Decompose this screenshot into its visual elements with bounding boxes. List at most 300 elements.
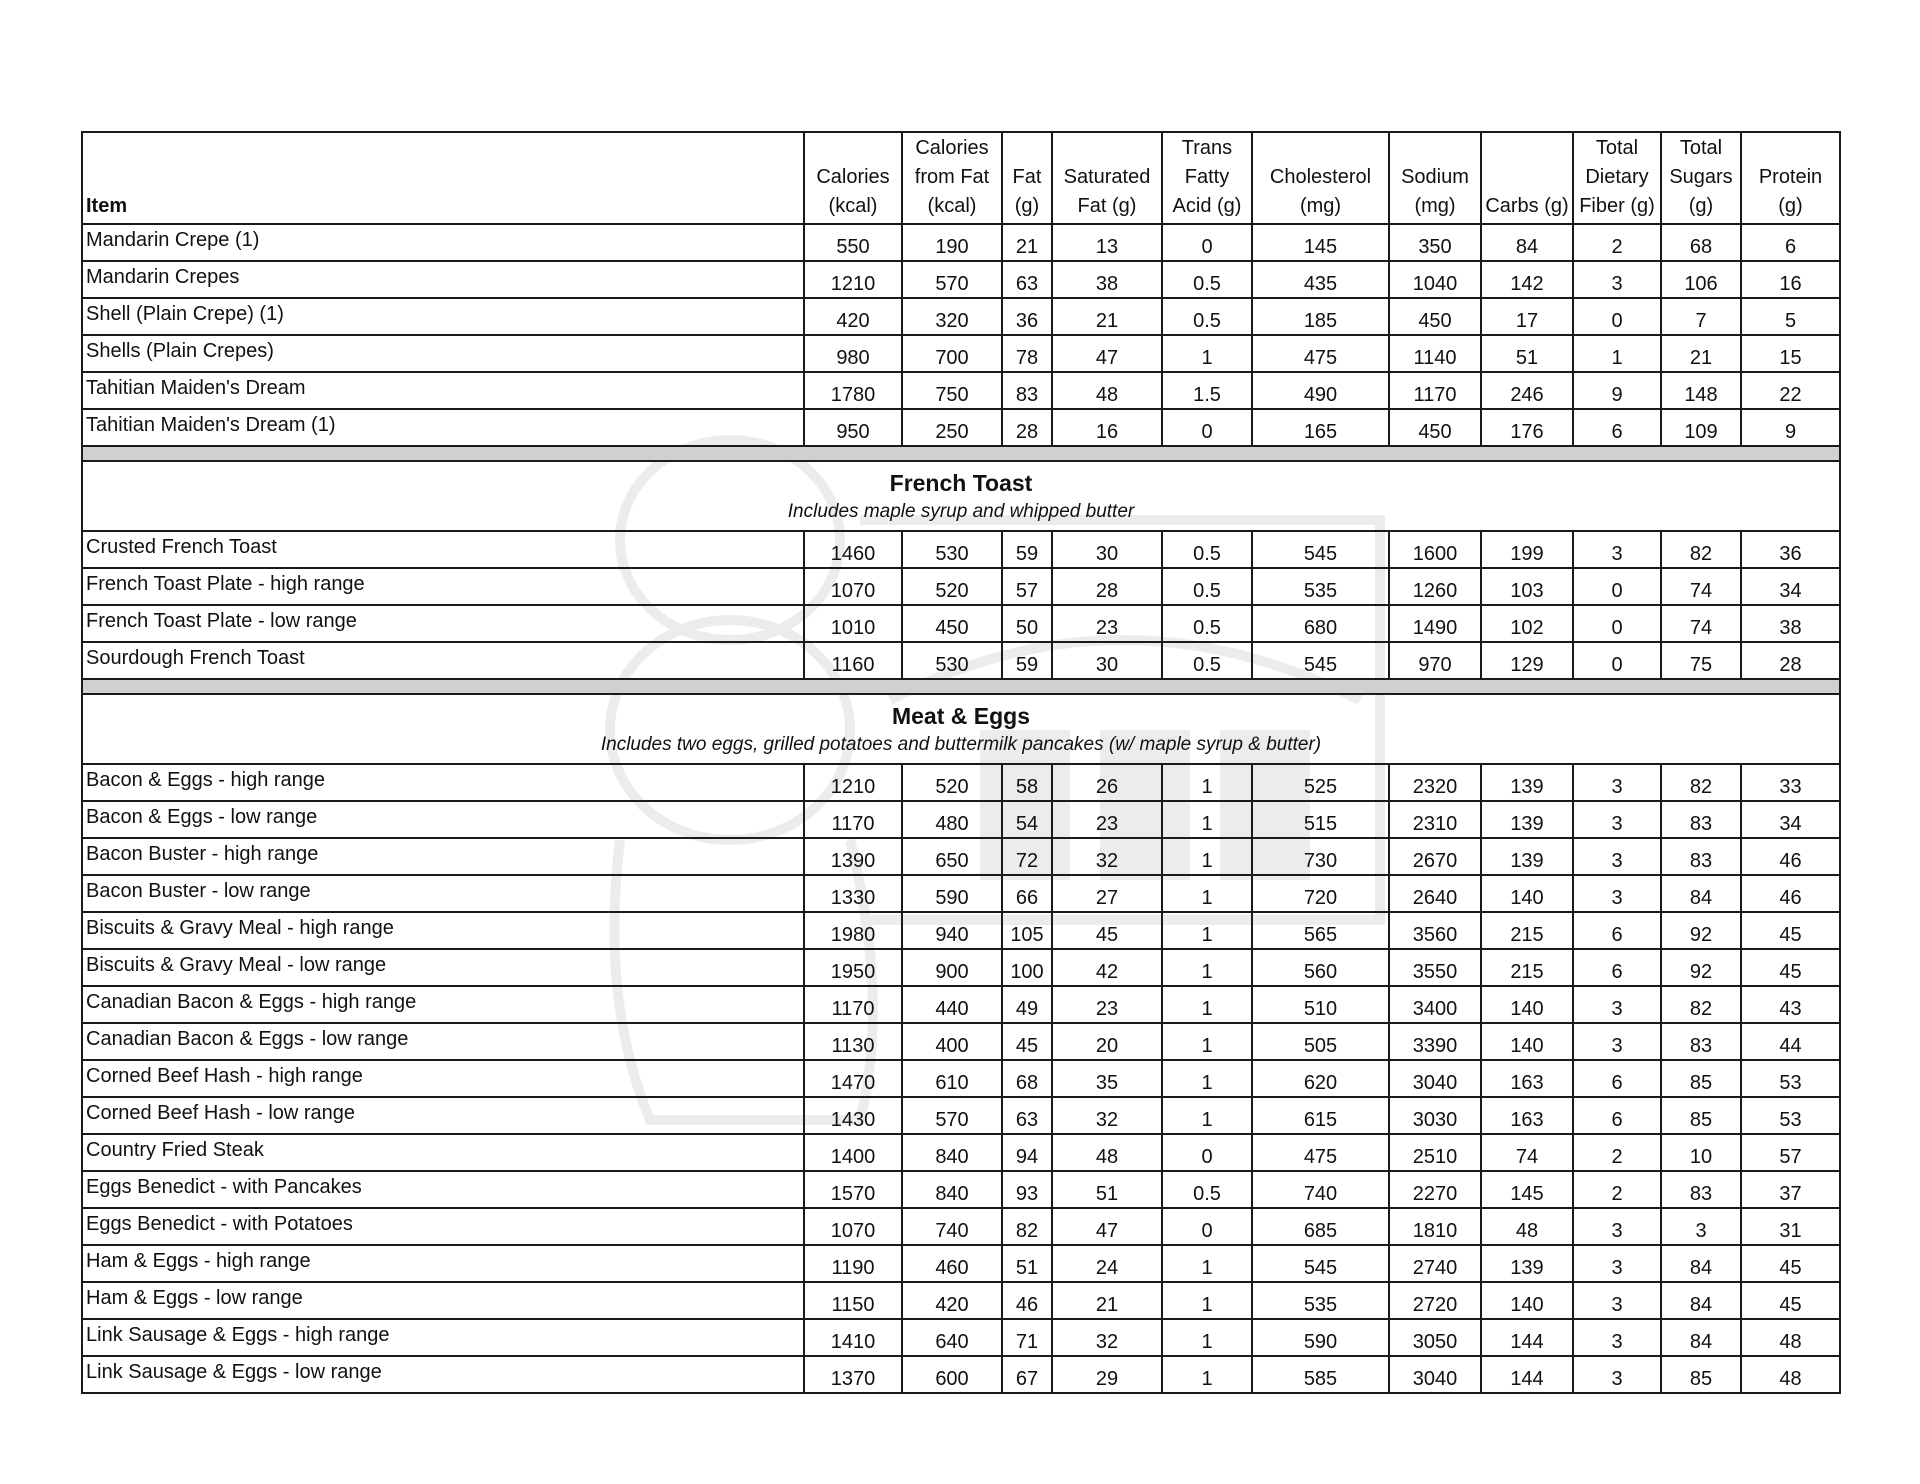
calories-cell: 1210: [804, 764, 902, 801]
saturated-fat-cell: 28: [1052, 568, 1162, 605]
table-row: [82, 1097, 1840, 1134]
cholesterol-cell: 560: [1252, 949, 1389, 986]
total-sugars-cell: 83: [1661, 1171, 1741, 1208]
trans-fatty-acid-cell: 0.5: [1162, 568, 1252, 605]
calories-from-fat-cell: 590: [902, 875, 1002, 912]
trans-fatty-acid-cell: 0.5: [1162, 642, 1252, 679]
sodium-cell: 3040: [1389, 1356, 1481, 1393]
table-row: [82, 642, 1840, 679]
protein-cell: 34: [1741, 801, 1840, 838]
table-row: [82, 1023, 1840, 1060]
calories-cell: 1370: [804, 1356, 902, 1393]
total-dietary-fiber-cell: 2: [1573, 1134, 1661, 1171]
saturated-fat-cell: 38: [1052, 261, 1162, 298]
item-name-cell: Tahitian Maiden's Dream (1): [82, 409, 804, 446]
total-sugars-cell: 21: [1661, 335, 1741, 372]
fat-cell: 49: [1002, 986, 1052, 1023]
table-row: [82, 764, 1840, 801]
cholesterol-cell: 490: [1252, 372, 1389, 409]
column-header-calories: Calories (kcal): [804, 132, 902, 224]
calories-from-fat-cell: 520: [902, 568, 1002, 605]
cholesterol-cell: 720: [1252, 875, 1389, 912]
fat-cell: 21: [1002, 224, 1052, 261]
table-row: [82, 801, 1840, 838]
trans-fatty-acid-cell: 1: [1162, 335, 1252, 372]
section-subtitle: Includes maple syrup and whipped butter: [787, 501, 1135, 522]
column-header-protein: Protein (g): [1741, 132, 1840, 224]
sodium-cell: 2670: [1389, 838, 1481, 875]
carbs-cell: 102: [1481, 605, 1573, 642]
carbs-cell: 139: [1481, 838, 1573, 875]
table-row: [82, 298, 1840, 335]
nutrition-table: [81, 131, 1841, 1394]
cholesterol-cell: 565: [1252, 912, 1389, 949]
protein-cell: 48: [1741, 1319, 1840, 1356]
total-sugars-cell: 83: [1661, 1023, 1741, 1060]
calories-cell: 1150: [804, 1282, 902, 1319]
protein-cell: 34: [1741, 568, 1840, 605]
calories-from-fat-cell: 900: [902, 949, 1002, 986]
trans-fatty-acid-cell: 1: [1162, 801, 1252, 838]
section-divider: [82, 446, 1840, 461]
calories-from-fat-cell: 250: [902, 409, 1002, 446]
total-dietary-fiber-cell: 3: [1573, 801, 1661, 838]
column-header-cholesterol: Cholesterol (mg): [1252, 132, 1389, 224]
total-sugars-cell: 106: [1661, 261, 1741, 298]
total-dietary-fiber-cell: 6: [1573, 1097, 1661, 1134]
sodium-cell: 1040: [1389, 261, 1481, 298]
item-name-cell: Mandarin Crepes: [82, 261, 804, 298]
total-sugars-cell: 85: [1661, 1097, 1741, 1134]
trans-fatty-acid-cell: 1: [1162, 986, 1252, 1023]
carbs-cell: 163: [1481, 1097, 1573, 1134]
table-row: [82, 531, 1840, 568]
carbs-cell: 84: [1481, 224, 1573, 261]
item-name-cell: Corned Beef Hash - low range: [82, 1097, 804, 1134]
calories-from-fat-cell: 840: [902, 1171, 1002, 1208]
saturated-fat-cell: 16: [1052, 409, 1162, 446]
section-title: French Toast: [889, 470, 1033, 496]
fat-cell: 105: [1002, 912, 1052, 949]
calories-from-fat-cell: 600: [902, 1356, 1002, 1393]
cholesterol-cell: 145: [1252, 224, 1389, 261]
total-dietary-fiber-cell: 3: [1573, 838, 1661, 875]
trans-fatty-acid-cell: 1: [1162, 1060, 1252, 1097]
carbs-cell: 139: [1481, 1245, 1573, 1282]
item-name-cell: Country Fried Steak: [82, 1134, 804, 1171]
saturated-fat-cell: 32: [1052, 1319, 1162, 1356]
total-dietary-fiber-cell: 2: [1573, 224, 1661, 261]
column-header-trans-fatty-acid: Trans Fatty Acid (g): [1162, 132, 1252, 224]
item-name-cell: Biscuits & Gravy Meal - high range: [82, 912, 804, 949]
fat-cell: 94: [1002, 1134, 1052, 1171]
sodium-cell: 3400: [1389, 986, 1481, 1023]
protein-cell: 53: [1741, 1097, 1840, 1134]
saturated-fat-cell: 23: [1052, 801, 1162, 838]
calories-from-fat-cell: 520: [902, 764, 1002, 801]
item-name-cell: Shells (Plain Crepes): [82, 335, 804, 372]
saturated-fat-cell: 24: [1052, 1245, 1162, 1282]
sodium-cell: 1260: [1389, 568, 1481, 605]
fat-cell: 71: [1002, 1319, 1052, 1356]
sodium-cell: 2310: [1389, 801, 1481, 838]
protein-cell: 9: [1741, 409, 1840, 446]
section-divider-bar: [82, 679, 1840, 694]
item-name-cell: Link Sausage & Eggs - low range: [82, 1356, 804, 1393]
total-sugars-cell: 75: [1661, 642, 1741, 679]
trans-fatty-acid-cell: 0.5: [1162, 531, 1252, 568]
carbs-cell: 139: [1481, 801, 1573, 838]
saturated-fat-cell: 47: [1052, 335, 1162, 372]
trans-fatty-acid-cell: 1: [1162, 1023, 1252, 1060]
calories-cell: 1170: [804, 986, 902, 1023]
saturated-fat-cell: 30: [1052, 642, 1162, 679]
section-title: Meat & Eggs: [891, 703, 1031, 729]
carbs-cell: 246: [1481, 372, 1573, 409]
cholesterol-cell: 535: [1252, 568, 1389, 605]
calories-cell: 1460: [804, 531, 902, 568]
trans-fatty-acid-cell: 1: [1162, 764, 1252, 801]
sodium-cell: 1140: [1389, 335, 1481, 372]
table-row: [82, 838, 1840, 875]
item-name-cell: Ham & Eggs - low range: [82, 1282, 804, 1319]
saturated-fat-cell: 45: [1052, 912, 1162, 949]
total-dietary-fiber-cell: 3: [1573, 261, 1661, 298]
trans-fatty-acid-cell: 0: [1162, 1134, 1252, 1171]
table-row: [82, 224, 1840, 261]
total-dietary-fiber-cell: 3: [1573, 1282, 1661, 1319]
fat-cell: 36: [1002, 298, 1052, 335]
cholesterol-cell: 510: [1252, 986, 1389, 1023]
sodium-cell: 1810: [1389, 1208, 1481, 1245]
cholesterol-cell: 165: [1252, 409, 1389, 446]
calories-from-fat-cell: 700: [902, 335, 1002, 372]
column-header-fat: Fat (g): [1002, 132, 1052, 224]
sodium-cell: 1600: [1389, 531, 1481, 568]
total-dietary-fiber-cell: 3: [1573, 1208, 1661, 1245]
calories-cell: 1210: [804, 261, 902, 298]
total-sugars-cell: 10: [1661, 1134, 1741, 1171]
item-name-cell: Biscuits & Gravy Meal - low range: [82, 949, 804, 986]
cholesterol-cell: 685: [1252, 1208, 1389, 1245]
cholesterol-cell: 435: [1252, 261, 1389, 298]
section-header: [82, 461, 1840, 531]
calories-cell: 1190: [804, 1245, 902, 1282]
trans-fatty-acid-cell: 0: [1162, 1208, 1252, 1245]
trans-fatty-acid-cell: 0.5: [1162, 298, 1252, 335]
calories-cell: 1130: [804, 1023, 902, 1060]
total-sugars-cell: 82: [1661, 986, 1741, 1023]
calories-from-fat-cell: 650: [902, 838, 1002, 875]
saturated-fat-cell: 20: [1052, 1023, 1162, 1060]
column-header-item: Item: [82, 132, 804, 224]
total-sugars-cell: 3: [1661, 1208, 1741, 1245]
carbs-cell: 140: [1481, 986, 1573, 1023]
trans-fatty-acid-cell: 1: [1162, 949, 1252, 986]
sodium-cell: 450: [1389, 409, 1481, 446]
sodium-cell: 3040: [1389, 1060, 1481, 1097]
calories-from-fat-cell: 750: [902, 372, 1002, 409]
item-name-cell: Corned Beef Hash - high range: [82, 1060, 804, 1097]
nutrition-table-container: [81, 131, 1839, 1394]
total-dietary-fiber-cell: 2: [1573, 1171, 1661, 1208]
table-row: [82, 1319, 1840, 1356]
carbs-cell: 140: [1481, 875, 1573, 912]
table-row: [82, 568, 1840, 605]
total-sugars-cell: 92: [1661, 949, 1741, 986]
total-dietary-fiber-cell: 3: [1573, 1319, 1661, 1356]
table-row: [82, 1171, 1840, 1208]
fat-cell: 100: [1002, 949, 1052, 986]
table-row: [82, 261, 1840, 298]
total-dietary-fiber-cell: 1: [1573, 335, 1661, 372]
calories-cell: 1070: [804, 568, 902, 605]
fat-cell: 78: [1002, 335, 1052, 372]
sodium-cell: 350: [1389, 224, 1481, 261]
protein-cell: 38: [1741, 605, 1840, 642]
saturated-fat-cell: 48: [1052, 1134, 1162, 1171]
calories-from-fat-cell: 450: [902, 605, 1002, 642]
calories-cell: 1410: [804, 1319, 902, 1356]
section-header-cell: [82, 461, 1840, 531]
protein-cell: 5: [1741, 298, 1840, 335]
saturated-fat-cell: 51: [1052, 1171, 1162, 1208]
sodium-cell: 2270: [1389, 1171, 1481, 1208]
carbs-cell: 144: [1481, 1319, 1573, 1356]
fat-cell: 83: [1002, 372, 1052, 409]
sodium-cell: 450: [1389, 298, 1481, 335]
calories-from-fat-cell: 570: [902, 1097, 1002, 1134]
cholesterol-cell: 185: [1252, 298, 1389, 335]
sodium-cell: 3050: [1389, 1319, 1481, 1356]
calories-cell: 1950: [804, 949, 902, 986]
saturated-fat-cell: 23: [1052, 605, 1162, 642]
fat-cell: 51: [1002, 1245, 1052, 1282]
column-header-total-dietary-fiber: Total Dietary Fiber (g): [1573, 132, 1661, 224]
total-sugars-cell: 82: [1661, 531, 1741, 568]
carbs-cell: 48: [1481, 1208, 1573, 1245]
cholesterol-cell: 505: [1252, 1023, 1389, 1060]
fat-cell: 67: [1002, 1356, 1052, 1393]
column-header-sodium: Sodium (mg): [1389, 132, 1481, 224]
trans-fatty-acid-cell: 0.5: [1162, 1171, 1252, 1208]
total-sugars-cell: 84: [1661, 1319, 1741, 1356]
protein-cell: 6: [1741, 224, 1840, 261]
calories-cell: 1400: [804, 1134, 902, 1171]
section-subtitle: Includes two eggs, grilled potatoes and buttermilk pancakes (w/ maple syrup & butter): [600, 734, 1322, 755]
saturated-fat-cell: 32: [1052, 838, 1162, 875]
table-row: [82, 372, 1840, 409]
cholesterol-cell: 515: [1252, 801, 1389, 838]
column-header-saturated-fat: Saturated Fat (g): [1052, 132, 1162, 224]
fat-cell: 46: [1002, 1282, 1052, 1319]
sodium-cell: 970: [1389, 642, 1481, 679]
saturated-fat-cell: 13: [1052, 224, 1162, 261]
protein-cell: 43: [1741, 986, 1840, 1023]
calories-cell: 980: [804, 335, 902, 372]
table-row: [82, 912, 1840, 949]
calories-from-fat-cell: 420: [902, 1282, 1002, 1319]
sodium-cell: 2320: [1389, 764, 1481, 801]
total-dietary-fiber-cell: 0: [1573, 298, 1661, 335]
trans-fatty-acid-cell: 1: [1162, 838, 1252, 875]
table-row: [82, 1282, 1840, 1319]
calories-from-fat-cell: 530: [902, 531, 1002, 568]
trans-fatty-acid-cell: 1: [1162, 912, 1252, 949]
total-sugars-cell: 84: [1661, 1245, 1741, 1282]
table-body: [82, 224, 1840, 1393]
total-dietary-fiber-cell: 6: [1573, 949, 1661, 986]
item-name-cell: Bacon Buster - high range: [82, 838, 804, 875]
table-row: [82, 1245, 1840, 1282]
carbs-cell: 51: [1481, 335, 1573, 372]
protein-cell: 37: [1741, 1171, 1840, 1208]
calories-from-fat-cell: 610: [902, 1060, 1002, 1097]
fat-cell: 68: [1002, 1060, 1052, 1097]
protein-cell: 46: [1741, 838, 1840, 875]
sodium-cell: 2510: [1389, 1134, 1481, 1171]
table-row: [82, 1356, 1840, 1393]
calories-cell: 1330: [804, 875, 902, 912]
protein-cell: 45: [1741, 912, 1840, 949]
fat-cell: 59: [1002, 531, 1052, 568]
total-dietary-fiber-cell: 3: [1573, 764, 1661, 801]
saturated-fat-cell: 21: [1052, 298, 1162, 335]
total-dietary-fiber-cell: 3: [1573, 1356, 1661, 1393]
total-sugars-cell: 109: [1661, 409, 1741, 446]
trans-fatty-acid-cell: 1: [1162, 1097, 1252, 1134]
cholesterol-cell: 740: [1252, 1171, 1389, 1208]
trans-fatty-acid-cell: 0: [1162, 224, 1252, 261]
column-header-carbs: Carbs (g): [1481, 132, 1573, 224]
cholesterol-cell: 535: [1252, 1282, 1389, 1319]
carbs-cell: 163: [1481, 1060, 1573, 1097]
calories-from-fat-cell: 740: [902, 1208, 1002, 1245]
sodium-cell: 2640: [1389, 875, 1481, 912]
column-header-calories-from-fat: Calories from Fat (kcal): [902, 132, 1002, 224]
saturated-fat-cell: 48: [1052, 372, 1162, 409]
protein-cell: 45: [1741, 1282, 1840, 1319]
fat-cell: 45: [1002, 1023, 1052, 1060]
calories-cell: 1980: [804, 912, 902, 949]
total-sugars-cell: 82: [1661, 764, 1741, 801]
calories-cell: 1170: [804, 801, 902, 838]
total-sugars-cell: 84: [1661, 1282, 1741, 1319]
table-row: [82, 1060, 1840, 1097]
calories-from-fat-cell: 440: [902, 986, 1002, 1023]
carbs-cell: 199: [1481, 531, 1573, 568]
fat-cell: 50: [1002, 605, 1052, 642]
saturated-fat-cell: 32: [1052, 1097, 1162, 1134]
item-name-cell: Shell (Plain Crepe) (1): [82, 298, 804, 335]
carbs-cell: 129: [1481, 642, 1573, 679]
cholesterol-cell: 525: [1252, 764, 1389, 801]
saturated-fat-cell: 26: [1052, 764, 1162, 801]
cholesterol-cell: 620: [1252, 1060, 1389, 1097]
sodium-cell: 3560: [1389, 912, 1481, 949]
column-header-total-sugars: Total Sugars (g): [1661, 132, 1741, 224]
cholesterol-cell: 730: [1252, 838, 1389, 875]
table-header-row: [82, 132, 1840, 224]
protein-cell: 45: [1741, 1245, 1840, 1282]
trans-fatty-acid-cell: 0.5: [1162, 605, 1252, 642]
fat-cell: 54: [1002, 801, 1052, 838]
fat-cell: 59: [1002, 642, 1052, 679]
calories-from-fat-cell: 640: [902, 1319, 1002, 1356]
cholesterol-cell: 545: [1252, 1245, 1389, 1282]
item-name-cell: Eggs Benedict - with Potatoes: [82, 1208, 804, 1245]
table-row: [82, 409, 1840, 446]
total-dietary-fiber-cell: 9: [1573, 372, 1661, 409]
protein-cell: 44: [1741, 1023, 1840, 1060]
calories-cell: 420: [804, 298, 902, 335]
carbs-cell: 215: [1481, 912, 1573, 949]
table-row: [82, 1134, 1840, 1171]
table-row: [82, 949, 1840, 986]
trans-fatty-acid-cell: 1: [1162, 1356, 1252, 1393]
fat-cell: 63: [1002, 1097, 1052, 1134]
calories-from-fat-cell: 460: [902, 1245, 1002, 1282]
item-name-cell: Sourdough French Toast: [82, 642, 804, 679]
total-sugars-cell: 68: [1661, 224, 1741, 261]
protein-cell: 15: [1741, 335, 1840, 372]
total-dietary-fiber-cell: 0: [1573, 642, 1661, 679]
table-row: [82, 875, 1840, 912]
carbs-cell: 140: [1481, 1282, 1573, 1319]
sodium-cell: 2720: [1389, 1282, 1481, 1319]
calories-cell: 1780: [804, 372, 902, 409]
item-name-cell: Bacon Buster - low range: [82, 875, 804, 912]
cholesterol-cell: 615: [1252, 1097, 1389, 1134]
sodium-cell: 1170: [1389, 372, 1481, 409]
protein-cell: 33: [1741, 764, 1840, 801]
calories-cell: 1010: [804, 605, 902, 642]
saturated-fat-cell: 47: [1052, 1208, 1162, 1245]
carbs-cell: 139: [1481, 764, 1573, 801]
fat-cell: 66: [1002, 875, 1052, 912]
item-name-cell: Ham & Eggs - high range: [82, 1245, 804, 1282]
saturated-fat-cell: 29: [1052, 1356, 1162, 1393]
section-divider-bar: [82, 446, 1840, 461]
calories-from-fat-cell: 570: [902, 261, 1002, 298]
cholesterol-cell: 475: [1252, 1134, 1389, 1171]
total-sugars-cell: 7: [1661, 298, 1741, 335]
carbs-cell: 74: [1481, 1134, 1573, 1171]
protein-cell: 53: [1741, 1060, 1840, 1097]
protein-cell: 46: [1741, 875, 1840, 912]
calories-cell: 1470: [804, 1060, 902, 1097]
cholesterol-cell: 680: [1252, 605, 1389, 642]
carbs-cell: 215: [1481, 949, 1573, 986]
total-sugars-cell: 85: [1661, 1356, 1741, 1393]
calories-from-fat-cell: 530: [902, 642, 1002, 679]
saturated-fat-cell: 23: [1052, 986, 1162, 1023]
table-row: [82, 335, 1840, 372]
total-dietary-fiber-cell: 3: [1573, 986, 1661, 1023]
saturated-fat-cell: 27: [1052, 875, 1162, 912]
total-dietary-fiber-cell: 3: [1573, 875, 1661, 912]
total-dietary-fiber-cell: 3: [1573, 1023, 1661, 1060]
saturated-fat-cell: 30: [1052, 531, 1162, 568]
protein-cell: 48: [1741, 1356, 1840, 1393]
total-dietary-fiber-cell: 6: [1573, 912, 1661, 949]
item-name-cell: Canadian Bacon & Eggs - high range: [82, 986, 804, 1023]
section-header-cell: [82, 694, 1840, 764]
fat-cell: 93: [1002, 1171, 1052, 1208]
calories-cell: 1070: [804, 1208, 902, 1245]
carbs-cell: 103: [1481, 568, 1573, 605]
total-dietary-fiber-cell: 0: [1573, 568, 1661, 605]
